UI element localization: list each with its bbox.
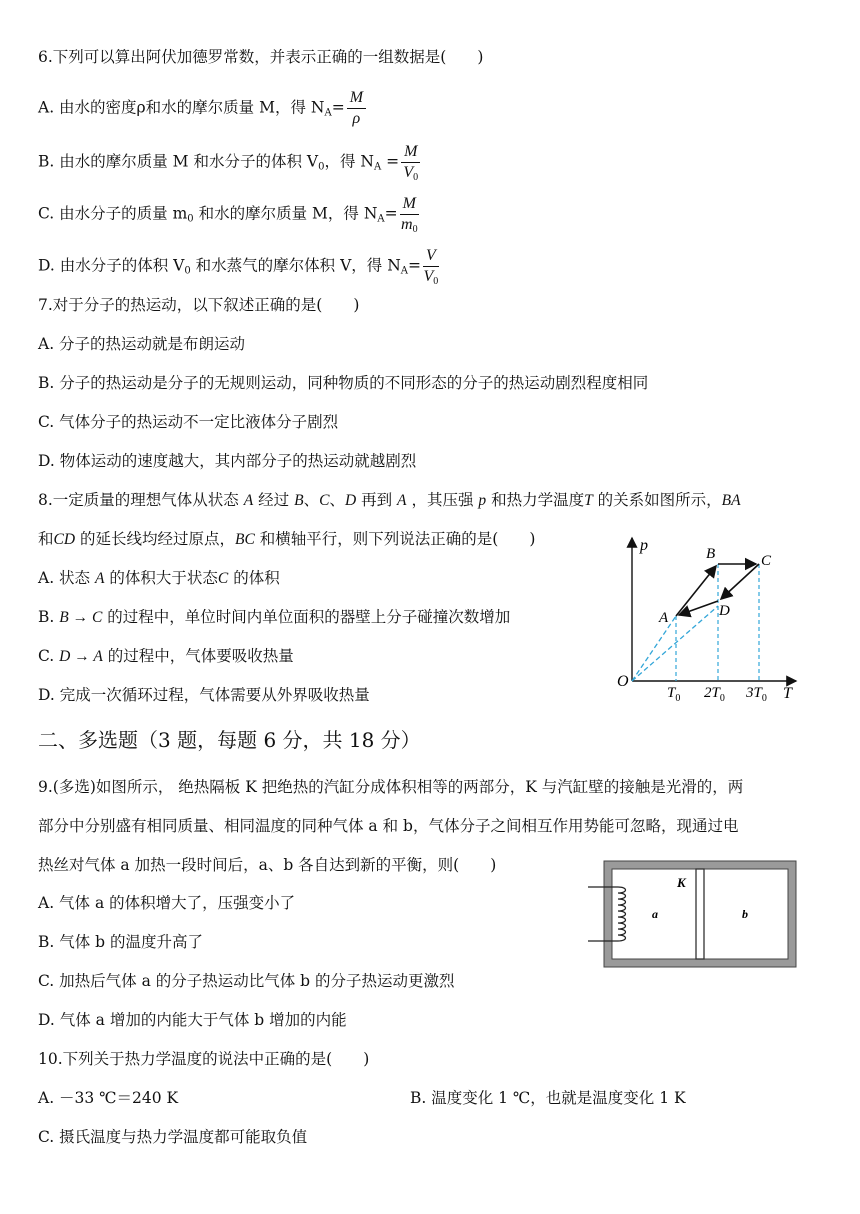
q7-option-b: B. 分子的热运动是分子的无规则运动，同种物质的不同形态的分子的热运动剧烈程度相同: [38, 374, 649, 392]
gas-a-label: a: [652, 907, 658, 921]
q8-var-p: p: [478, 492, 487, 509]
q6-option-c-sub: A: [377, 213, 385, 225]
q9-option-c: C. 加热后气体 a 的分子热运动比气体 b 的分子热运动更激烈: [38, 972, 455, 990]
q9-stem-line3: 热丝对气体 a 加热一段时间后，a、b 各自达到新的平衡，则( ): [38, 856, 497, 874]
q6-c-den-sub: 0: [412, 224, 418, 235]
q8-stem-text: 的延长线均经过原点，: [80, 530, 236, 548]
q8-var-t: T: [584, 492, 593, 509]
q6-option-a: A. 由水的密度ρ和水的摩尔质量 M，得 $N_A=$ $\frac{M}{\rho}$: [38, 90, 366, 127]
q8-a-var: A: [95, 570, 105, 587]
q6-b-denominator: [401, 163, 420, 181]
q8-var-b: B: [294, 492, 304, 509]
q8-a-text: 的体积大于状态: [109, 569, 218, 587]
q8-a-var: C: [217, 570, 229, 587]
point-c-label: C: [761, 553, 772, 569]
q8-var-bc: BC: [235, 531, 255, 548]
q8-option-b: [38, 606, 510, 629]
q6-option-b-sub0: 0: [318, 161, 325, 173]
q8-a-text: 的体积: [233, 569, 280, 587]
q6-option-c: C. 由水分子的质量 $m_0$ 和水的摩尔质量 M，得 $N_A=$ $\frac{M}{m_0}$: [38, 195, 418, 235]
q8-b-expr: B → C: [59, 609, 103, 626]
q8-c-text: C.: [38, 647, 55, 665]
q10-option-b: B. 温度变化 1 ℃，也就是温度变化 1 K: [410, 1089, 686, 1107]
q8-pt-diagram: [608, 528, 808, 706]
q10-option-c: C. 摄氏温度与热力学温度都可能取负值: [38, 1128, 308, 1146]
q8-stem-line2: [38, 528, 535, 551]
q6-option-d-sub: A: [400, 265, 409, 277]
q10-option-a: A. －33 ℃＝240 K: [38, 1089, 179, 1107]
q8-var-cd: CD: [53, 531, 76, 548]
partition-k: [696, 869, 704, 959]
q6-option-c-fraction: [400, 196, 419, 233]
q6-option-d-sub0: 0: [184, 265, 191, 277]
q8-option-d: D. 完成一次循环过程，气体需要从外界吸收热量: [38, 686, 370, 704]
q8-stem-line1: [38, 489, 741, 512]
q8-stem-text: ，其压强: [411, 491, 474, 509]
partition-k-label: K: [677, 875, 686, 890]
q6-option-c-text: C. 由水分子的质量 m: [38, 204, 188, 223]
point-b-label: B: [706, 546, 716, 562]
q8-stem-text: 、: [303, 491, 320, 509]
q6-option-c-sub0: 0: [187, 213, 194, 225]
q8-a-text: A. 状态: [38, 569, 91, 587]
q8-var-a: A: [243, 492, 254, 509]
tick-3t0-label: $3T_0$: [746, 685, 767, 704]
q8-option-c: [38, 645, 294, 668]
origin-label: O: [617, 673, 629, 690]
q6-option-a-text: A. 由水的密度ρ和水的摩尔质量 M，得 N: [38, 98, 325, 117]
q8-stem-text: 的关系如图所示，: [597, 491, 722, 509]
q6-a-numerator: M: [347, 90, 366, 109]
q8-var-c: C: [319, 492, 330, 509]
q8-stem-text: 和热力学温度: [491, 491, 585, 509]
point-a-label: A: [659, 610, 669, 626]
q6-option-b-fraction: [401, 144, 420, 181]
q8-c-text: 的过程中，气体要吸收热量: [107, 647, 294, 665]
t-axis-label: T: [783, 685, 792, 702]
q8-stem-text: 、: [329, 491, 345, 509]
q8-var-d: D: [344, 492, 357, 509]
q6-option-b-sub: A: [373, 161, 382, 173]
q9-stem-line2: 部分中分别盛有相同质量、相同温度的同种气体 a 和 b，气体分子之间相互作用势能可忽略，现通过电: [38, 817, 739, 835]
q6-b-den-sub: 0: [413, 172, 419, 183]
q9-stem-line1: 9.(多选)如图所示， 绝热隔板 K 把绝热的汽缸分成体积相等的两部分，K 与汽缸壁的接触是光滑的，两: [38, 778, 744, 796]
tick-2t0-label: $2T_0$: [704, 685, 725, 704]
q6-option-d: D. 由水分子的体积 $V_0$ 和水蒸气的摩尔体积 V，得 $N_A=$ $\frac{V}{V_0}$: [38, 247, 439, 287]
q6-option-b: B. 由水的摩尔质量 M 和水分子的体积 $V_0$，得 $N_A$ = $\frac{M}{V_0}$: [38, 144, 420, 181]
q8-b-text: B.: [38, 608, 55, 626]
q6-option-a-sub: A: [324, 107, 332, 119]
q8-var-a: A: [397, 492, 407, 509]
q8-stem-text: 经过: [258, 491, 290, 509]
q6-c-denominator: [400, 215, 419, 233]
q6-option-a-fraction: [347, 90, 366, 127]
q6-d-numerator: V: [423, 248, 439, 267]
q6-a-denominator: ρ: [352, 110, 361, 127]
q8-c-expr: D → A: [59, 648, 103, 665]
da-process-line: [679, 601, 718, 615]
q9-option-b: B. 气体 b 的温度升高了: [38, 933, 204, 951]
q8-stem-text: 8.一定质量的理想气体从状态: [38, 491, 239, 509]
q9-option-a: A. 气体 a 的体积增大了，压强变小了: [38, 894, 296, 912]
q8-stem-text: 再到: [361, 491, 393, 509]
q6-option-b-text2: ，得 N: [324, 152, 374, 171]
cd-process-line: [721, 564, 759, 599]
q6-option-c-text2: 和水的摩尔质量 M，得 N: [193, 204, 378, 223]
q7-stem: 7.对于分子的热运动，以下叙述正确的是( ): [38, 296, 360, 314]
q6-d-denominator: [423, 267, 439, 285]
p-axis-label: p: [640, 537, 648, 554]
q8-stem-text: 和: [38, 530, 54, 548]
q8-var-ba: BA: [721, 492, 741, 509]
q9-option-d: D. 气体 a 增加的内能大于气体 b 增加的内能: [38, 1011, 347, 1029]
tick-t0-label: $T_0$: [667, 685, 681, 704]
heating-coil-icon: [618, 887, 626, 941]
q6-option-d-text2: 和水蒸气的摩尔体积 V，得 N: [190, 256, 401, 275]
q6-stem: 6.下列可以算出阿伏加德罗常数，并表示正确的一组数据是( ): [38, 48, 484, 66]
q6-b-numerator: M: [401, 144, 420, 163]
q6-option-b-text: B. 由水的摩尔质量 M 和水分子的体积 V: [38, 152, 319, 171]
q6-option-d-text: D. 由水分子的体积 V: [38, 256, 185, 275]
q8-option-a: [38, 567, 280, 590]
q10-stem: 10.下列关于热力学温度的说法中正确的是( ): [38, 1050, 370, 1068]
point-d-label: D: [719, 603, 730, 619]
q7-option-d: D. 物体运动的速度越大，其内部分子的热运动就越剧烈: [38, 452, 417, 470]
q6-option-d-fraction: [423, 248, 439, 285]
q9-cylinder-diagram: [588, 857, 800, 971]
q8-b-text: 的过程中，单位时间内单位面积的器壁上分子碰撞次数增加: [107, 608, 511, 626]
q7-option-c: C. 气体分子的热运动不一定比液体分子剧烈: [38, 413, 339, 431]
q7-option-a: A. 分子的热运动就是布朗运动: [38, 335, 246, 353]
q6-d-den-main: V: [423, 268, 434, 285]
q6-d-den-sub: 0: [433, 276, 439, 287]
gas-b-label: b: [742, 907, 748, 921]
q6-b-den-main: V: [403, 164, 414, 181]
q8-stem-text: 和横轴平行，则下列说法正确的是( ): [259, 530, 536, 548]
q6-c-den-main: m: [401, 216, 413, 233]
section-heading-multiple-choice: 二、多选题（3 题，每题 6 分，共 18 分）: [38, 728, 421, 752]
q6-c-numerator: M: [400, 196, 419, 215]
